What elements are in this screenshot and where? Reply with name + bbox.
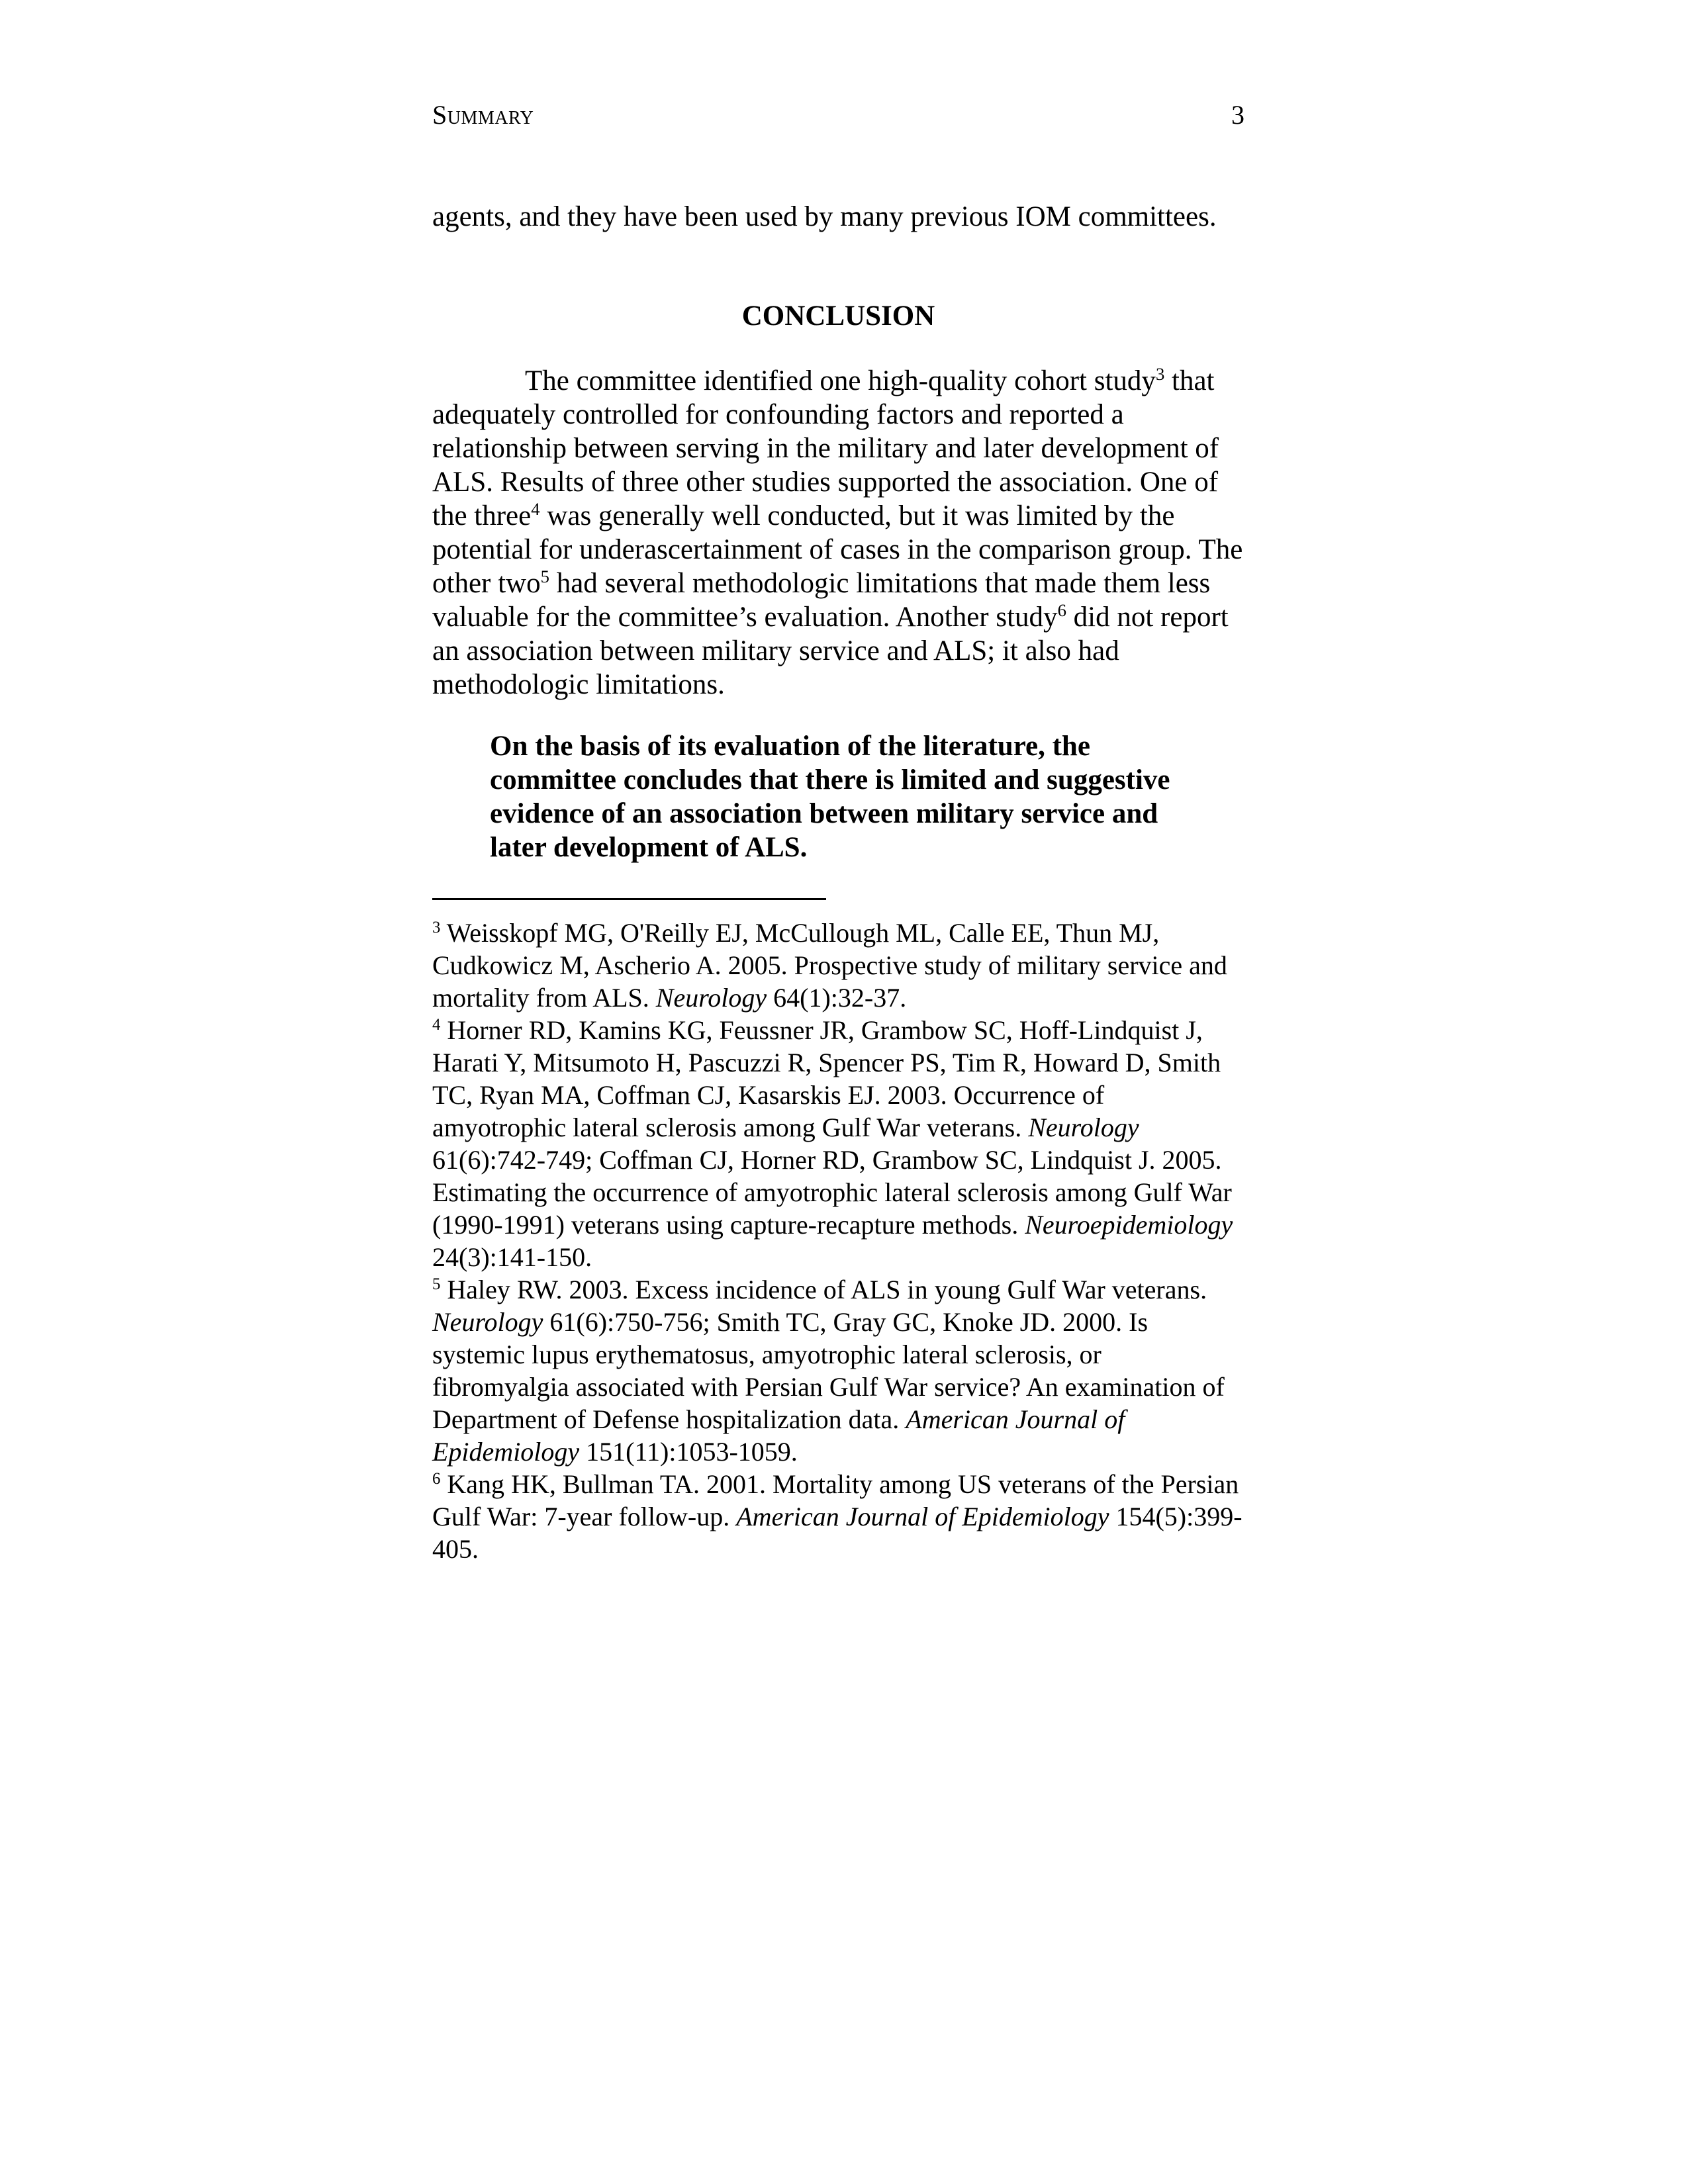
running-header bbox=[432, 99, 1244, 131]
footnote-number: 5 bbox=[432, 1275, 441, 1294]
paragraph-text: had several methodologic limitations that made them less valuable for the committee’s evaluation. Another study bbox=[432, 568, 1211, 633]
footnote-ref-6: 6 bbox=[1057, 600, 1066, 621]
footnote-journal: Neurology bbox=[1028, 1113, 1139, 1142]
footnote-journal: Neurology bbox=[432, 1307, 543, 1337]
footnote-journal: American Journal of Epidemiology bbox=[432, 1404, 1125, 1467]
continuation-paragraph: agents, and they have been used by many previous IOM committees. bbox=[432, 201, 1217, 232]
footnote-ref-3: 3 bbox=[1155, 364, 1165, 385]
section-heading: CONCLUSION bbox=[741, 300, 935, 332]
footnote-text: 154(5):399-405. bbox=[432, 1502, 1243, 1564]
paragraph-text: that adequately controlled for confounding factors and reported a relationship between serving in the military and later development of ALS. Results of three other studies supported the association. One of the three bbox=[432, 365, 1219, 531]
paragraph-text: did not report an association between military service and ALS; it also had methodologic limitations. bbox=[432, 602, 1229, 700]
footnote-text: Haley RW. 2003. Excess incidence of ALS in young Gulf War veterans. bbox=[440, 1275, 1207, 1304]
footnote-text: 151(11):1053-1059. bbox=[579, 1437, 798, 1467]
footnote-text: 64(1):32-37. bbox=[767, 983, 907, 1013]
running-header-title: Summary bbox=[432, 100, 534, 130]
footnote-3 bbox=[432, 917, 1244, 1014]
conclusion-body-paragraph bbox=[432, 364, 1244, 702]
footnote-6 bbox=[432, 1468, 1244, 1565]
footnote-text: Horner RD, Kamins KG, Feussner JR, Grambow SC, Hoff-Lindquist J, Harati Y, Mitsumoto H, Pascuzzi R, Spencer PS, Tim R, Howard D, Smith TC, Ryan MA, Coffman CJ, Kasarskis EJ. 2003. Occurrence of amyotrophic lateral sclerosis among Gulf War veterans. bbox=[432, 1015, 1221, 1142]
footnote-number: 4 bbox=[432, 1016, 441, 1034]
paragraph-text: was generally well conducted, but it was limited by the potential for underascertainment of cases in the comparison group. The other two bbox=[432, 500, 1243, 599]
footnote-text: Weisskopf MG, O'Reilly EJ, McCullough ML, Calle EE, Thun MJ, Cudkowicz M, Ascherio A. 2005. Prospective study of military service and mortality from ALS. bbox=[432, 918, 1227, 1013]
footnote-4 bbox=[432, 1014, 1244, 1273]
footnote-journal: Neuroepidemiology bbox=[1025, 1210, 1233, 1240]
footnote-number: 3 bbox=[432, 919, 441, 937]
footnote-text: Kang HK, Bullman TA. 2001. Mortality among US veterans of the Persian Gulf War: 7-year follow-up. bbox=[432, 1469, 1239, 1531]
footnote-text: 61(6):742-749; Coffman CJ, Horner RD, Grambow SC, Lindquist J. 2005. Estimating the occurrence of amyotrophic lateral sclerosis among Gulf War (1990-1991) veterans using capture-recapture methods. bbox=[432, 1145, 1232, 1240]
footnote-text: 61(6):750-756; Smith TC, Gray GC, Knoke JD. 2000. Is systemic lupus erythematosus, amyotrophic lateral sclerosis, or fibromyalgia associated with Persian Gulf War service? An examination of Department of Defense hospitalization data. bbox=[432, 1307, 1225, 1434]
conclusion-statement: On the basis of its evaluation of the literature, the committee concludes that there is limited and suggestive evidence of an association between military service and later development of ALS. bbox=[490, 731, 1170, 863]
footnotes bbox=[432, 917, 1244, 1565]
footnote-number: 6 bbox=[432, 1470, 441, 1488]
page-number: 3 bbox=[1231, 100, 1244, 130]
footnote-ref-5: 5 bbox=[540, 567, 549, 587]
footnote-journal: Neurology bbox=[655, 983, 767, 1013]
footnote-separator bbox=[432, 898, 826, 900]
paragraph-text: The committee identified one high-quality cohort study bbox=[525, 365, 1156, 396]
footnote-5 bbox=[432, 1273, 1244, 1468]
footnote-text: 24(3):141-150. bbox=[432, 1242, 592, 1272]
footnote-journal: American Journal of Epidemiology bbox=[736, 1502, 1109, 1531]
footnote-ref-4: 4 bbox=[531, 499, 540, 520]
